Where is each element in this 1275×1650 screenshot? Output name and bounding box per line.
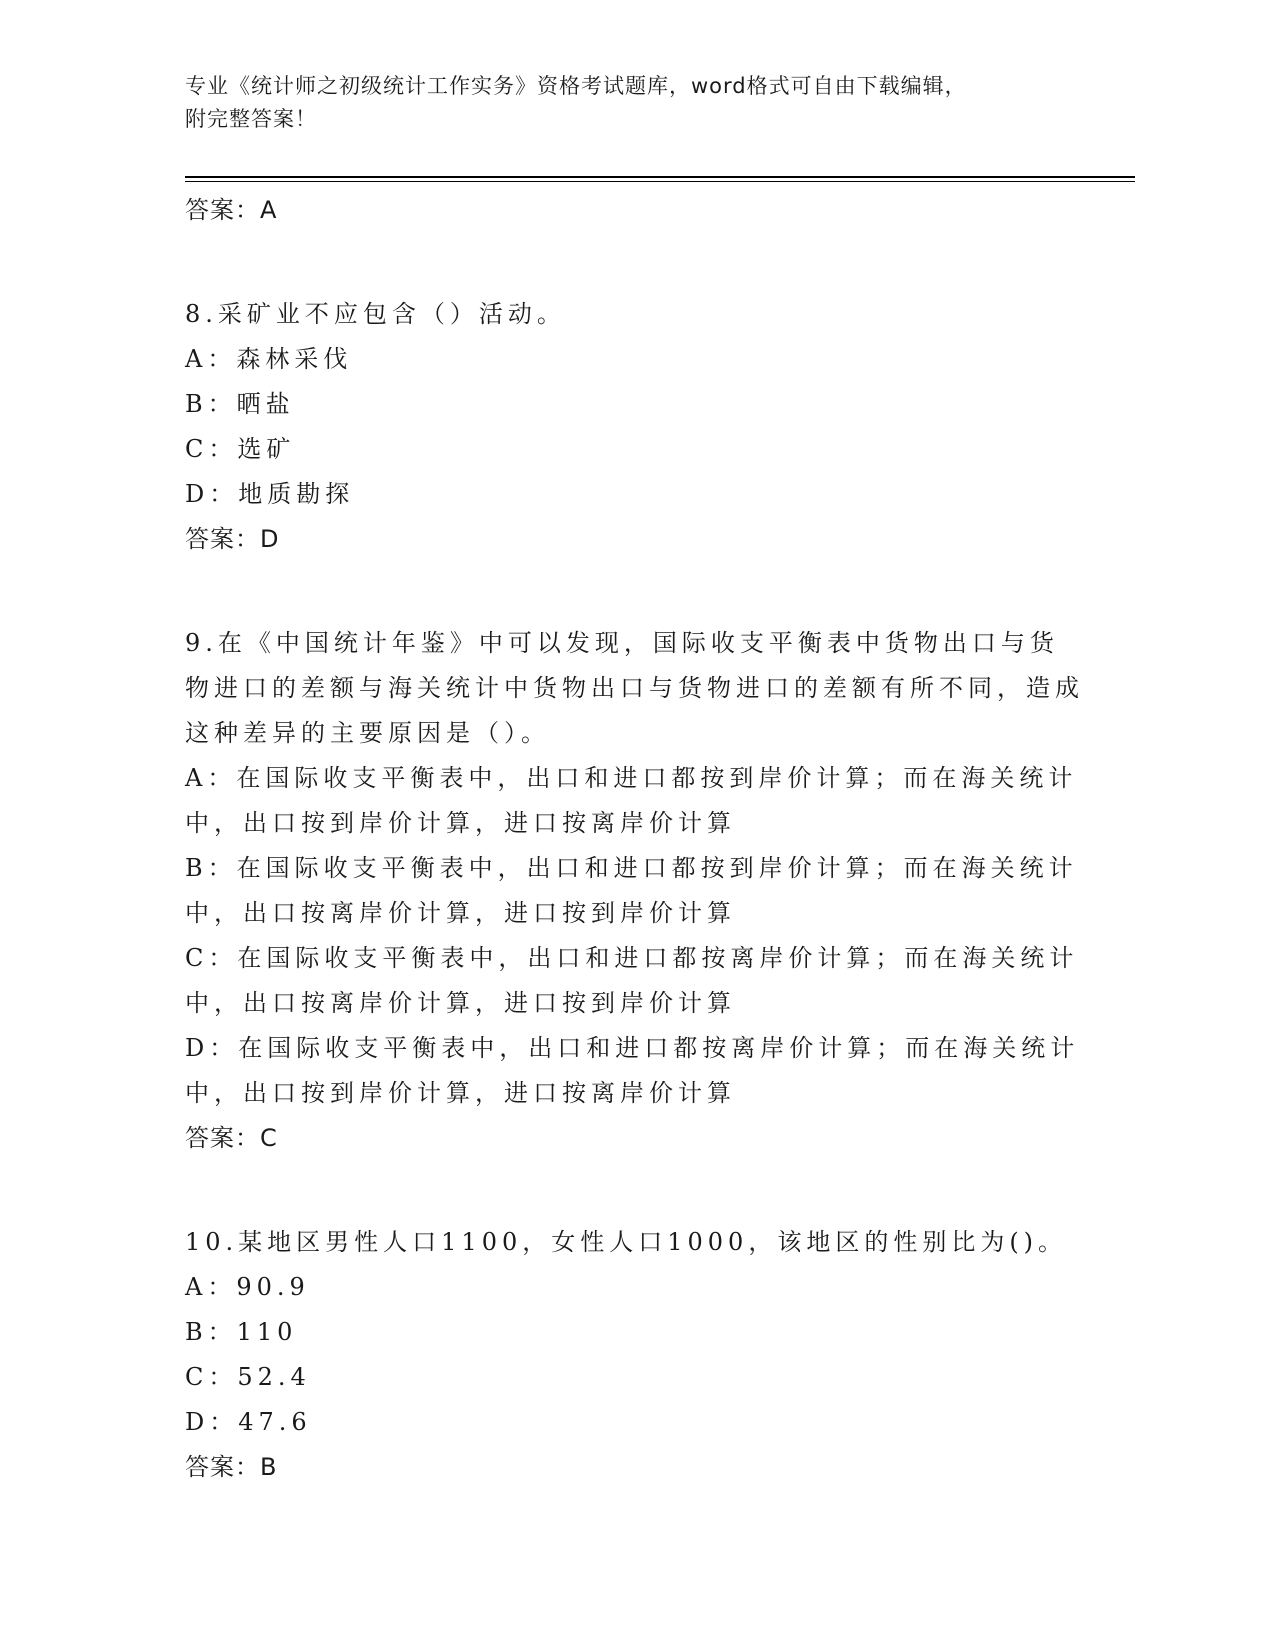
option-c: C：在国际收支平衡表中，出口和进口都按离岸价计算；而在海关统计中，出口按离岸价计算，进口按到岸价计算 bbox=[185, 944, 1079, 1017]
option-d: D：地质勘探 bbox=[185, 480, 355, 508]
header-line-2: 附完整答案！ bbox=[185, 107, 317, 131]
question-10 bbox=[185, 1220, 1085, 1489]
option-a: A：90.9 bbox=[185, 1273, 310, 1301]
question-9 bbox=[185, 621, 1085, 1160]
answer-label: 答案：C bbox=[185, 1124, 278, 1152]
option-a: A：在国际收支平衡表中，出口和进口都按到岸价计算；而在海关统计中，出口按到岸价计算，进口按离岸价计算 bbox=[185, 764, 1078, 837]
header-divider-thick bbox=[185, 176, 1135, 178]
question-8 bbox=[185, 292, 1085, 561]
header-line-1: 专业《统计师之初级统计工作实务》资格考试题库，word格式可自由下载编辑， bbox=[185, 74, 967, 98]
option-b: B：110 bbox=[185, 1318, 298, 1346]
option-c: C：选矿 bbox=[185, 435, 296, 463]
option-d: D：在国际收支平衡表中，出口和进口都按离岸价计算；而在海关统计中，出口按到岸价计算，进口按离岸价计算 bbox=[185, 1034, 1080, 1107]
document-header bbox=[185, 70, 1065, 136]
answer-label: 答案：B bbox=[185, 1453, 278, 1481]
header-divider-thin bbox=[185, 181, 1135, 182]
option-a: A：森林采伐 bbox=[185, 345, 353, 373]
question-text: 8.采矿业不应包含（）活动。 bbox=[185, 300, 566, 328]
option-b: B：在国际收支平衡表中，出口和进口都按到岸价计算；而在海关统计中，出口按离岸价计算，进口按到岸价计算 bbox=[185, 854, 1078, 927]
question-list bbox=[185, 188, 1085, 1489]
question-text: 10.某地区男性人口1100，女性人口1000，该地区的性别比为()。 bbox=[185, 1228, 1068, 1256]
question-text: 9.在《中国统计年鉴》中可以发现，国际收支平衡表中货物出口与货物进口的差额与海关统计中货物出口与货物进口的差额有所不同，造成这种差异的主要原因是（）。 bbox=[185, 629, 1084, 747]
answer-label: 答案：A bbox=[185, 196, 278, 224]
answer-label: 答案：D bbox=[185, 525, 280, 553]
option-d: D：47.6 bbox=[185, 1408, 312, 1436]
option-b: B：晒盐 bbox=[185, 390, 295, 418]
option-c: C：52.4 bbox=[185, 1363, 311, 1391]
